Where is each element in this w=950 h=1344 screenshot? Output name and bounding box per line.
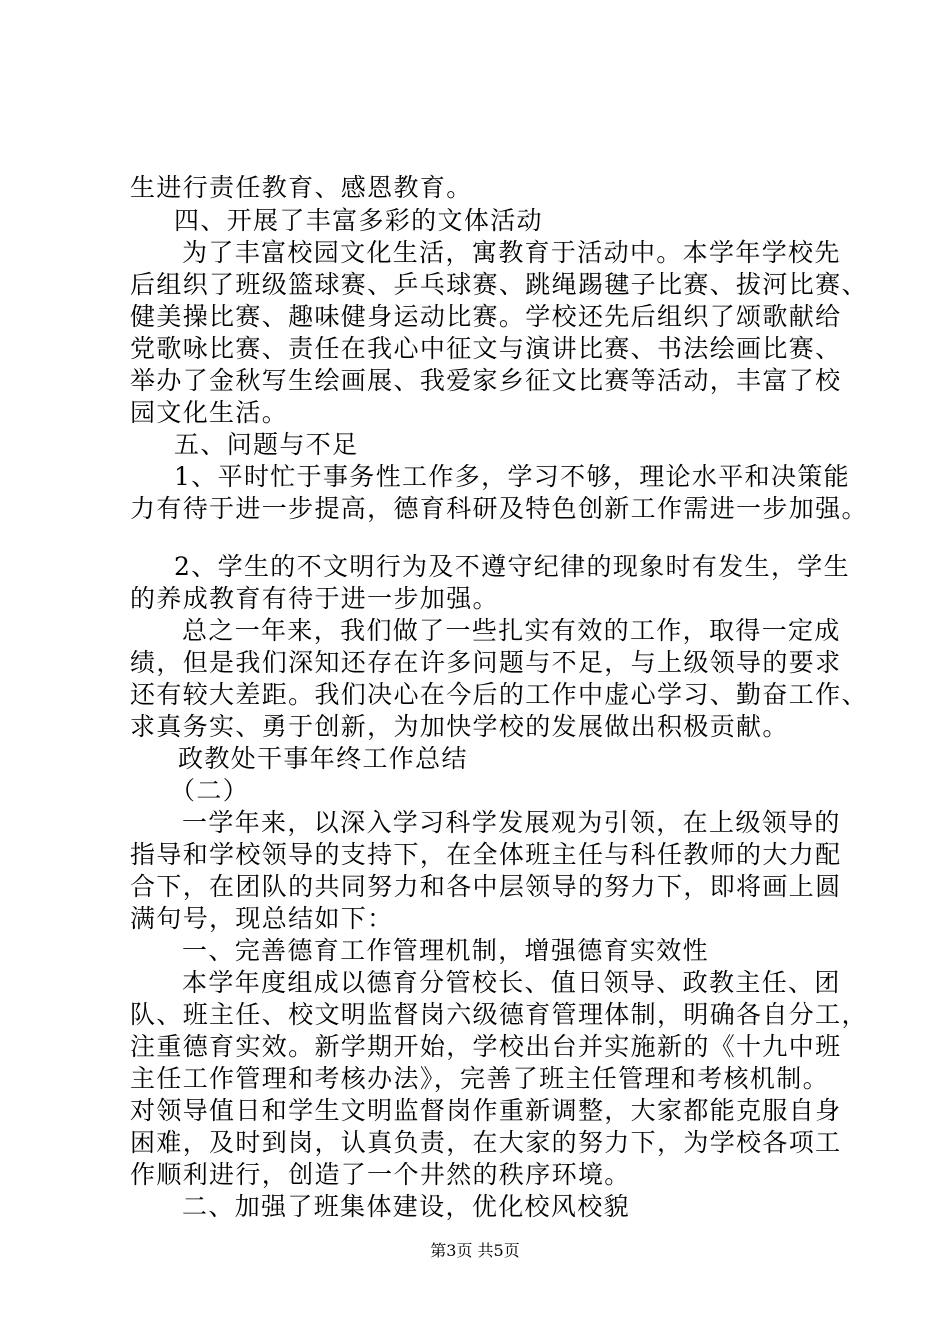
text-line: 党歌咏比赛、责任在我心中征文与演讲比赛、书法绘画比赛、 — [130, 334, 842, 363]
text-line: 对领导值日和学生文明监督岗作重新调整，大家都能克服自身 — [130, 1096, 842, 1125]
text-line: 求真务实、勇于创新，为加快学校的发展做出积极贡献。 — [130, 712, 789, 741]
text-line: 总之一年来，我们做了一些扎实有效的工作，取得一定成 — [182, 616, 841, 645]
text-line: 指导和学校领导的支持下，在全体班主任与科任教师的大力配 — [130, 840, 842, 869]
section-heading: 五、问题与不足 — [174, 430, 359, 459]
text-line: 举办了金秋写生绘画展、我爱家乡征文比赛等活动，丰富了校 — [130, 366, 842, 395]
text-line: 1、平时忙于事务性工作多，学习不够，理论水平和决策能 — [174, 462, 851, 491]
text-line: 作顺利进行，创造了一个井然的秩序环境。 — [130, 1160, 631, 1189]
text-line: 注重德育实效。新学期开始，学校出台并实施新的《十九中班 — [130, 1032, 842, 1061]
text-line: 的养成教育有待于进一步加强。 — [130, 584, 499, 613]
text-line: 队、班主任、校文明监督岗六级德育管理体制，明确各自分工， — [130, 1000, 868, 1029]
text-line: 力有待于进一步提高，德育科研及特色创新工作需进一步加强。 — [130, 494, 868, 523]
text-line: 满句号，现总结如下： — [130, 904, 394, 933]
text-line: 一学年来，以深入学习科学发展观为引领，在上级领导的 — [182, 808, 841, 837]
page-footer: 第3页 共5页 — [430, 1241, 520, 1260]
text-line: 困难，及时到岗，认真负责，在大家的努力下，为学校各项工 — [130, 1128, 842, 1157]
part-marker: （二） — [170, 776, 250, 805]
text-line: 为了丰富校园文化生活，寓教育于活动中。本学年学校先 — [182, 238, 841, 267]
subtitle: 政教处干事年终工作总结 — [178, 744, 468, 773]
text-line: 健美操比赛、趣味健身运动比赛。学校还先后组织了颂歌献给 — [130, 302, 842, 331]
text-line: 绩，但是我们深知还存在许多问题与不足，与上级领导的要求 — [130, 648, 842, 677]
text-line: 2、学生的不文明行为及不遵守纪律的现象时有发生，学生 — [174, 552, 851, 581]
text-line: 主任工作管理和考核办法》，完善了班主任管理和考核机制。 — [130, 1064, 829, 1093]
text-line: 合下，在团队的共同努力和各中层领导的努力下，即将画上圆 — [130, 872, 842, 901]
section-heading: 四、开展了丰富多彩的文体活动 — [174, 206, 543, 235]
text-line: 还有较大差距。我们决心在今后的工作中虚心学习、勤奋工作、 — [130, 680, 868, 709]
text-line: 生进行责任教育、感恩教育。 — [130, 173, 473, 202]
text-line: 本学年度组成以德育分管校长、值日领导、政教主任、团 — [182, 968, 841, 997]
section-heading: 一、完善德育工作管理机制，增强德育实效性 — [182, 936, 710, 965]
section-heading: 二、加强了班集体建设，优化校风校貌 — [182, 1192, 630, 1221]
text-line: 园文化生活。 — [130, 398, 289, 427]
text-line: 后组织了班级篮球赛、乒乓球赛、跳绳踢毽子比赛、拔河比赛、 — [130, 270, 868, 299]
